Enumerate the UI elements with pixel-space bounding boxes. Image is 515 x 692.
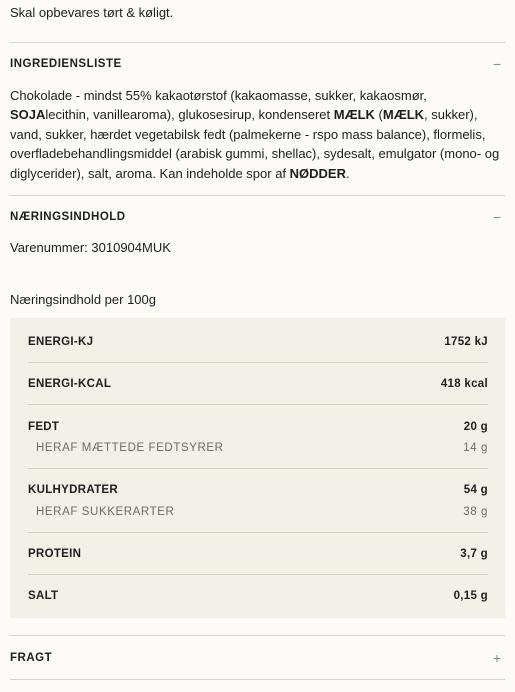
nutrient-label: HERAF MÆTTEDE FEDTSYRER <box>36 442 224 454</box>
ingredients-text-part: lecithin, vanillearoma), glukosesirup, kondenseret <box>45 107 334 123</box>
table-row <box>36 440 488 456</box>
nutrition-section-header[interactable] <box>10 207 505 227</box>
nutrient-label: ENERGI-KJ <box>28 336 94 348</box>
storage-text: Skal opbevares tørt & køligt. <box>10 5 174 20</box>
ingredients-text-part: ( <box>374 107 383 123</box>
nutrition-table <box>10 318 505 618</box>
collapse-icon[interactable]: − <box>492 56 502 72</box>
nutrient-value: 1752 kJ <box>444 336 488 348</box>
nutrient-label: PROTEIN <box>28 548 82 560</box>
nutrient-value: 0,15 g <box>453 590 488 602</box>
item-number: Varenummer: 3010904MUK <box>10 240 171 255</box>
ingredients-text-part: , sukker), vand, sukker, hærdet vegetabilsk fedt (palmekerne - rspo mass balance), flormelis, overfladebehandlingsmiddel (arabisk gummi, shellac), sydesalt, emulgator (mono- og diglycerider), salt, aroma. Kan indeholde spor af <box>10 107 500 181</box>
table-row <box>28 419 488 435</box>
nutrient-label: ENERGI-KCAL <box>28 378 112 390</box>
table-row <box>28 482 488 498</box>
table-row-divider <box>28 532 488 533</box>
allergen-text: SOJA <box>10 107 46 123</box>
shipping-section-header[interactable] <box>10 648 505 668</box>
divider <box>10 635 505 636</box>
divider <box>10 42 505 43</box>
allergen-text: MÆLK <box>333 107 375 123</box>
nutrient-label: FEDT <box>28 421 60 433</box>
ingredients-text-part: . <box>346 165 350 181</box>
divider <box>10 679 505 680</box>
table-row <box>28 588 488 604</box>
allergen-text: NØDDER <box>289 165 346 181</box>
nutrient-value: 418 kcal <box>440 378 488 390</box>
table-row-divider <box>28 362 488 363</box>
table-row-divider <box>28 468 488 469</box>
nutrient-label: HERAF SUKKERARTER <box>36 506 175 518</box>
ingredients-section-header[interactable] <box>10 54 505 74</box>
nutrient-value: 38 g <box>463 506 488 518</box>
expand-icon[interactable]: + <box>492 650 502 666</box>
nutrition-per-100g-label: Næringsindhold per 100g <box>10 292 156 307</box>
table-row-divider <box>28 404 488 405</box>
table-row-divider <box>28 574 488 575</box>
table-row <box>28 334 488 350</box>
allergen-text: MÆLK <box>382 107 425 123</box>
nutrient-value: 3,7 g <box>460 548 488 560</box>
ingredients-section-title: INGREDIENSLISTE <box>10 58 122 70</box>
collapse-icon[interactable]: − <box>492 209 502 225</box>
table-row <box>28 376 488 392</box>
nutrient-label: SALT <box>28 590 59 602</box>
table-row <box>36 504 488 520</box>
nutrition-section-title: NÆRINGSINDHOLD <box>10 211 126 223</box>
ingredients-text <box>10 86 505 183</box>
nutrient-value: 20 g <box>463 421 488 433</box>
nutrient-label: KULHYDRATER <box>28 484 118 496</box>
divider <box>10 195 505 196</box>
shipping-section-title: FRAGT <box>10 652 53 664</box>
ingredients-text-part: Chokolade - mindst 55% kakaotørstof (kakaomasse, sukker, kakaosmør, <box>10 88 427 103</box>
table-row <box>28 546 488 562</box>
nutrient-value: 54 g <box>463 484 488 496</box>
nutrient-value: 14 g <box>463 442 488 454</box>
